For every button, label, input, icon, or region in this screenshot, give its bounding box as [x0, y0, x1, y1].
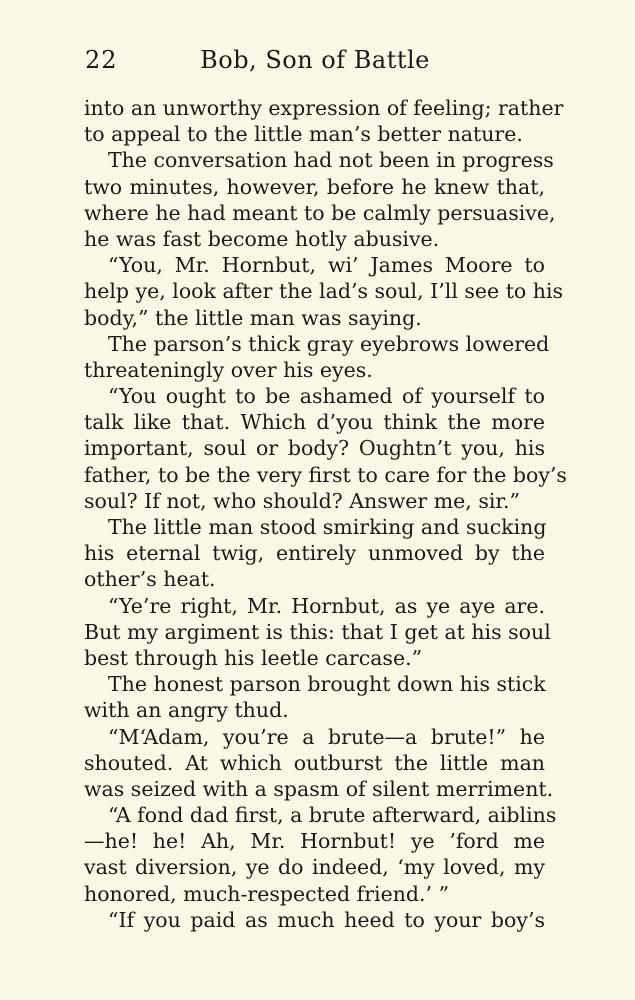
text-line: into an unworthy expression of feeling; rather — [84, 96, 564, 120]
text-line: talk like that. Which d’you think the more — [84, 410, 545, 435]
body-text — [84, 95, 567, 933]
text-line: “If you paid as much heed to your boy’s — [108, 907, 545, 932]
text-line: he was fast become hotly abusive. — [84, 226, 440, 251]
page-number: 22 — [85, 46, 118, 74]
text-line: “A fond dad first, a brute afterward, aiblins — [108, 803, 557, 828]
text-line: But my argiment is this: that I get at his soul — [84, 619, 551, 644]
text-line: “You, Mr. Hornbut, wi’ James Moore to — [108, 253, 545, 278]
text-line: other’s heat. — [84, 567, 216, 592]
text-line: to appeal to the little man’s better nature. — [84, 122, 523, 147]
text-line: “Ye’re right, Mr. Hornbut, as ye aye are. — [108, 593, 545, 618]
text-line: The parson’s thick gray eyebrows lowered — [108, 331, 550, 356]
text-line: threateningly over his eyes. — [84, 357, 373, 382]
text-line: his eternal twig, entirely unmoved by the — [84, 541, 545, 566]
text-line: body,” the little man was saying. — [84, 305, 422, 330]
text-line: soul? If not, who should? Answer me, sir.” — [84, 488, 520, 513]
text-line: where he had meant to be calmly persuasive, — [84, 200, 556, 225]
text-line: was seized with a spasm of silent merriment. — [84, 776, 554, 801]
running-head — [85, 46, 545, 82]
text-line: shouted. At which outburst the little man — [84, 750, 545, 775]
text-line: best through his leetle carcase.” — [84, 645, 423, 670]
text-line: “M‘Adam, you’re a brute—a brute!” he — [108, 724, 545, 749]
book-title: Bob, Son of Battle — [200, 46, 430, 74]
text-line: The little man stood smirking and sucking — [108, 515, 547, 539]
text-line: vast diversion, ye do indeed, ‘my loved, my — [84, 855, 545, 880]
text-line: father, to be the very first to care for the boy’s — [84, 462, 567, 487]
text-line: important, soul or body? Oughtn’t you, his — [84, 436, 545, 461]
text-line: with an angry thud. — [84, 698, 289, 723]
text-line: honored, much-respected friend.’ ” — [84, 881, 450, 906]
text-line: “You ought to be ashamed of yourself to — [108, 384, 545, 409]
text-line: The conversation had not been in progress — [108, 148, 554, 173]
text-line: help ye, look after the lad’s soul, I’ll see to his — [84, 279, 564, 304]
text-line: —he! he! Ah, Mr. Hornbut! ye ’ford me — [84, 829, 545, 854]
text-line: The honest parson brought down his stick — [108, 672, 546, 697]
text-line: two minutes, however, before he knew that, — [84, 174, 545, 199]
